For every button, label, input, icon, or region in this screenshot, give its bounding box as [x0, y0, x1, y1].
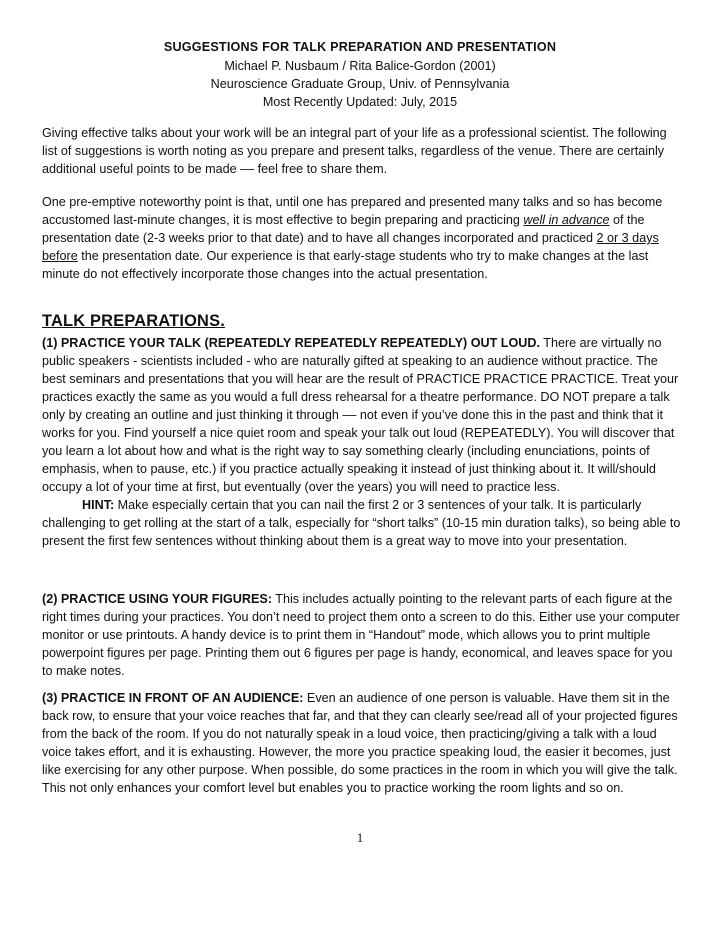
intro-text-2b: of the presentation date (2-3 weeks prior to that date) and to have all changes incorporated and practiced — [42, 213, 645, 245]
intro-text-2 — [42, 193, 682, 283]
item-1 — [42, 334, 682, 550]
item-3 — [42, 689, 682, 797]
item-1-paragraph — [42, 334, 682, 496]
document-affiliation: Neuroscience Graduate Group, Univ. of Pennsylvania — [210, 77, 510, 91]
item-3-heading: (3) PRACTICE IN FRONT OF AN AUDIENCE: — [42, 691, 304, 705]
item-3-text: Even an audience of one person is valuable. Have them sit in the back row, to ensure that your voice reaches that far, and that they can clearly see/read all of your projected figures from the back of the room. If you do not naturally speak in a loud voice, then practicing/giving a talk with a loud voice takes effort, and it is exhausting. However, the more you practice speaking loud, the easier it becomes, just like exercising for any other purpose. When possible, do some practices in the room in which you will give the talk. This not only enhances your comfort level but enables you to practice working the room lights and so on. — [42, 691, 678, 795]
page-number: 1 — [356, 830, 364, 845]
hint-paragraph — [42, 496, 682, 550]
item-1-text: There are virtually no public speakers - scientists included - who are naturally gifted at speaking to an audience without practice. The best seminars and presentations that you will hear are the result of PRACTICE PRACTICE PRACTICE. Treat your practices exactly the same as you would a full dress rehearsal for a theatre performance. DO NOT prepare a talk only by creating an outline and just thinking it through –– not even if you’ve done this in the past and think that it works for you. Find yourself a nice quiet room and speak your talk out loud (REPEATEDLY). You will discover that you learn a lot about how and what is the right way to say something clearly (including enunciations, points of emphasis, when to pause, etc.) if you practice actually speaking it instead of just thinking about it. It will/should occupy a lot of your time at first, but eventually (over the years) you will need to practice less. — [42, 336, 679, 494]
item-2 — [42, 590, 682, 680]
document-authors: Michael P. Nusbaum / Rita Balice-Gordon (2001) — [224, 59, 496, 73]
intro-text-2a: One pre-emptive noteworthy point is that, until one has prepared and presented many talks and so has become accustomed last-minute changes, it is most effective to begin preparing and practicing — [42, 195, 663, 227]
intro-text-2c: the presentation date. Our experience is that early-stage students who try to make changes at the last minute do not effectively incorporate those changes into the actual presentation. — [42, 249, 649, 281]
emphasis-days-before: 2 or 3 days before — [42, 231, 659, 263]
item-1-heading: (1) PRACTICE YOUR TALK (REPEATEDLY REPEATEDLY REPEATEDLY) OUT LOUD. — [42, 336, 540, 350]
hint-text: Make especially certain that you can nail the first 2 or 3 sentences of your talk. It is particularly challenging to get rolling at the start of a talk, especially for “short talks” (10-15 min duration talks), so being able to present the first few sentences without thinking about them is a great way to move into your presentation. — [42, 498, 681, 548]
item-2-text: This includes actually pointing to the relevant parts of each figure at the right times during your practices. You don’t need to project them onto a screen to do this. Either use your computer monitor or use printouts. A handy device is to print them in “Handout” mode, which allows you to print multiple powerpoint figures per page. Printing them out 6 figures per page is handy, economical, and leaves space for you to make notes. — [42, 592, 680, 678]
document-title: SUGGESTIONS FOR TALK PREPARATION AND PRESENTATION — [163, 40, 557, 54]
document-updated: Most Recently Updated: July, 2015 — [262, 95, 458, 109]
intro-paragraph-1 — [42, 124, 682, 178]
hint-label: HINT: — [82, 498, 115, 512]
intro-text-1: Giving effective talks about your work will be an integral part of your life as a professional scientist. The following list of suggestions is worth noting as you prepare and present talks, regardless of the venue. There are certainly additional useful points to be made –– feel free to share them. — [42, 126, 667, 176]
item-2-heading: (2) PRACTICE USING YOUR FIGURES: — [42, 592, 272, 606]
intro-paragraph-2 — [42, 193, 682, 283]
item-3-paragraph — [42, 689, 682, 797]
item-2-paragraph — [42, 590, 682, 680]
section-title: TALK PREPARATIONS. — [42, 312, 225, 330]
emphasis-well-in-advance: well in advance — [523, 213, 610, 227]
